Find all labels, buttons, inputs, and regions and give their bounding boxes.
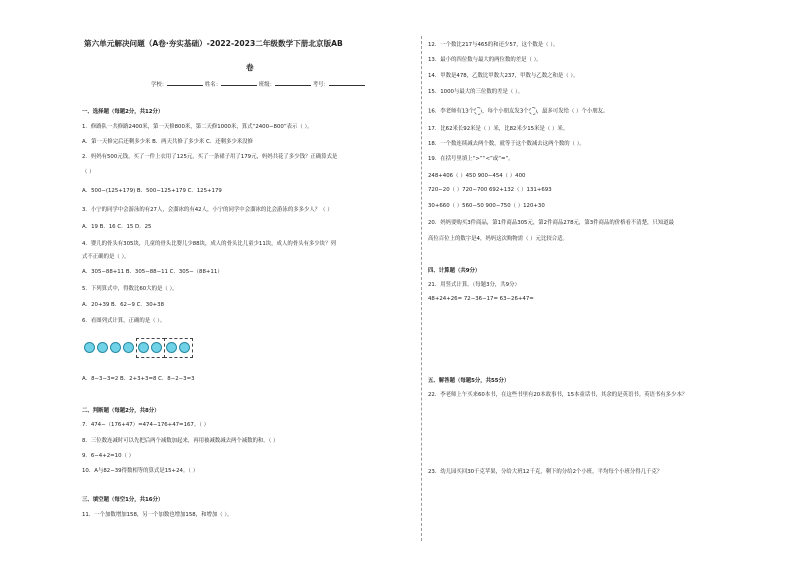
column-divider [421,36,422,541]
question-text: 15．1000与最大的三位数的差是（ ）。 [428,89,524,95]
number-field[interactable] [329,80,365,86]
question-text: 4．婴儿的骨头有305块，儿童的骨头比婴儿少88块，成人的骨头比儿童少11块，成人的骨头有多少块？列 [82,241,336,247]
sun-icon [474,107,482,115]
dashed-box [136,338,165,358]
question-options: A．8−3−3=2 B．2+3+3=8 C．8−2−3=3 [82,376,195,382]
question-options: A．305−88+11 B．305−88−11 C．305−（88+11） [82,269,223,275]
question-text: 21．用竖式计算。（每题3分，共9分） [428,282,520,288]
circle-icon [97,342,108,353]
circle-icon [84,342,95,353]
section-heading: 三、填空题（每空1分，共16分） [82,497,164,503]
section-heading: 二、判断题（每题2分，共8分） [82,408,160,414]
question-text: 18．一个数连续减去两个数，就等于这个数减去这两个数的（ ）。 [428,141,585,147]
question-text: 1．修路队一共修路2400米，第一天修800米，第二天修1000米，算式“2400−800”表示（ ）。 [82,124,313,130]
question-text: 13．最小的四位数与最大的两位数的差是（ ）。 [428,57,542,63]
question-text: 10．A与82−39得数相等的算式是15+24。（ ） [82,468,199,474]
name-field[interactable] [221,80,257,86]
comparison-row: 248+406（ ）450 900−454（ ）400 [428,173,526,179]
sun-icon [529,107,537,115]
circle-icon [110,342,121,353]
question-text: 12．一个数比217与465的和还少57，这个数是（ ）。 [428,42,559,48]
question-options: A．19 B．16 C．15 D．25 [82,224,152,230]
number-label: 考号： [312,82,329,88]
circle-icon [123,342,134,353]
section-heading: 四、计算题（共9分） [428,268,481,274]
question-text: 6．看图列式计算，正确的是（ ）。 [82,318,166,324]
question-text: 5．下列算式中，得数比60大的是（ ）。 [82,286,178,292]
class-label: 班级： [258,82,275,88]
comparison-row: 30+660（ ）560−50 900−750（ ）120+30 [428,203,545,209]
question-text: 7．474−（176+47）=474−176+47=167。（ ） [82,422,210,428]
question-text: 8．三位数连减时可以先把后两个减数加起来，再用被减数减去两个减数的和。（ ） [82,438,279,444]
question-text: 23．幼儿园买回30千克苹果，分给大班12千克，剩下的分给2个小班，平均每个小班分得几千克？ [428,469,663,475]
comparison-row: 720−20（ ）720−700 692+132（ ）131+693 [428,187,552,193]
question-text: （ ） [82,169,95,175]
question-text-part: 16．李老师有13个 [428,108,475,115]
school-label: 学校： [151,82,168,88]
school-field[interactable] [167,80,203,86]
section-heading: 一、选择题（每题2分，共12分） [82,109,164,115]
question-text: 14．甲数是478，乙数比甲数大237，甲数与乙数之和是（ ）。 [428,73,579,79]
class-field[interactable] [275,80,311,86]
question-options: A．20+39 B．62−9 C．30+38 [82,302,165,308]
question-text: 3．小宁的同学中会游泳的有27人，会溜冰的有42人，小宁的同学中会溜冰的比会游泳的多多少人？（ ） [82,207,333,213]
question-text-part: ，每个小朋友发3个 [482,108,529,115]
question-options: A．第一天修完后还剩多少米 B．两天共修了多少米 C．还剩多少米没修 [82,139,253,145]
section-heading: 五、解答题（每题5分，共55分） [428,378,510,384]
student-info-row [151,80,365,89]
name-label: 姓名： [204,82,222,88]
question-text: 17．比62米长92米是（ ）米，比82米少15米是（ ）米。 [428,126,569,132]
question-text [428,107,608,116]
question-text: 2．妈妈有500元钱，买了一件上衣用了125元，买了一条裙子用了179元，妈妈共花了多少钱？正确算式是 [82,154,338,160]
question-text: 11．一个加数增加158，另一个加数也增加158，和增加（ ）。 [82,512,233,518]
question-text-part: ，最多可发给（ ）个小朋友。 [536,108,609,115]
question-options: A．500−(125+179) B．500−125+179 C．125+179 [82,188,222,194]
exam-title-line2: 卷 [246,63,254,72]
question-text: 式不正确的是（ ）。 [82,254,130,260]
question-text: 高位百位上的数字是4，妈妈这次购物需（ ）元比较合适。 [428,236,568,242]
dashed-box [164,338,193,358]
question-text: 22．李老师上午买来60本书，在这些书里有20本故事书，15本童话书，其余的是英语书。英语书有多少本？ [428,392,688,398]
question-text: 19．在括号里填上“>”“<”或“=”。 [428,156,514,162]
question-text: 20．妈妈要购买3件商品，第1件商品305元，第2件商品278元，第3件商品的价格看不清楚，只知道最 [428,220,675,226]
question-text: 9．6−4+2=10（ ） [82,453,135,459]
exam-title-line1: 第六单元解决问题（A卷·夯实基础）-2022-2023二年级数学下册北京版AB [84,39,343,48]
calculation-row: 48+24+26= 72−36−17= 63−26+47= [428,296,534,302]
